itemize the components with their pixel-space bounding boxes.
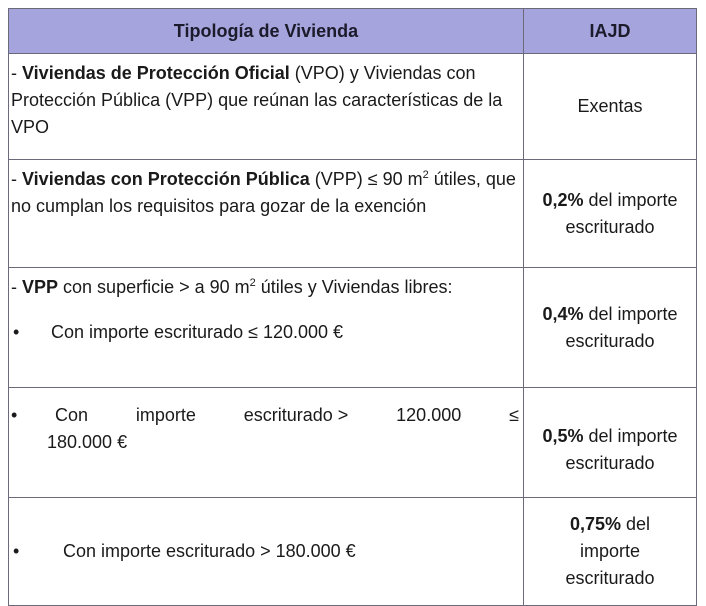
word: escriturado > <box>243 405 349 425</box>
tipologia-text: útiles y Viviendas libres: <box>255 277 453 297</box>
iajd-cell <box>524 160 697 268</box>
tipologia-cell <box>9 268 524 388</box>
iajd-rate: 0,2% <box>542 189 584 210</box>
iajd-table <box>8 8 697 606</box>
iajd-cell <box>524 388 697 498</box>
iajd-cell <box>524 268 697 388</box>
table-row <box>9 160 697 268</box>
table-row <box>9 268 697 388</box>
bullet-text: Con importe escriturado > 180.000 € <box>63 541 356 561</box>
tipologia-cell <box>9 388 524 498</box>
table-header-row <box>9 9 697 54</box>
tipologia-text: (VPP) ≤ 90 m <box>309 169 423 189</box>
header-iajd: IAJD <box>524 9 697 54</box>
iajd-rate: 0,75% <box>569 514 621 534</box>
iajd-cell <box>524 54 697 160</box>
word: 120.000 <box>396 405 462 425</box>
word: importe <box>135 405 196 425</box>
iajd-value: del importe escriturado <box>565 189 678 237</box>
tipologia-bold-text: VPP <box>22 277 59 297</box>
tipologia-bold-text: Viviendas con Protección Pública <box>22 169 310 189</box>
iajd-value: Exentas <box>577 96 643 116</box>
word: ≤ <box>509 405 519 425</box>
iajd-value: del importe escriturado <box>565 425 678 473</box>
iajd-value: del importe escriturado <box>565 303 678 351</box>
bullet-text: Con importe escriturado ≤ 120.000 € <box>51 322 344 342</box>
bullet-icon: • <box>11 405 18 425</box>
tipologia-bold-text: Viviendas de Protección Oficial <box>22 63 290 83</box>
superscript: 2 <box>249 277 256 289</box>
bullet-icon: • <box>13 541 20 561</box>
header-tipologia: Tipología de Vivienda <box>9 9 524 54</box>
tipologia-text: útiles, que no cumplan los requisitos para gozar de la exención <box>11 169 516 216</box>
iajd-rate: 0,5% <box>542 425 584 446</box>
tipologia-cell <box>9 498 524 606</box>
word: Con <box>55 405 89 425</box>
superscript: 2 <box>422 169 429 181</box>
iajd-rate: 0,4% <box>542 303 584 324</box>
dash-text: - <box>11 169 22 189</box>
dash-text: - <box>11 63 22 83</box>
dash-text: - <box>11 277 22 297</box>
tipologia-cell <box>9 54 524 160</box>
table-row <box>9 54 697 160</box>
iajd-cell <box>524 498 697 606</box>
bullet-icon: • <box>13 322 20 342</box>
bullet-continuation: 180.000 € <box>47 432 128 452</box>
tipologia-cell <box>9 160 524 268</box>
tipologia-text: (VPO) y Viviendas con Protección Pública (VPP) que reúnan las características de la VPO <box>11 63 503 137</box>
tipologia-text: con superficie > a 90 m <box>58 277 250 297</box>
iajd-value: del importe escriturado <box>565 514 655 588</box>
justified-line <box>11 402 521 429</box>
table-row <box>9 388 697 498</box>
table-row <box>9 498 697 606</box>
